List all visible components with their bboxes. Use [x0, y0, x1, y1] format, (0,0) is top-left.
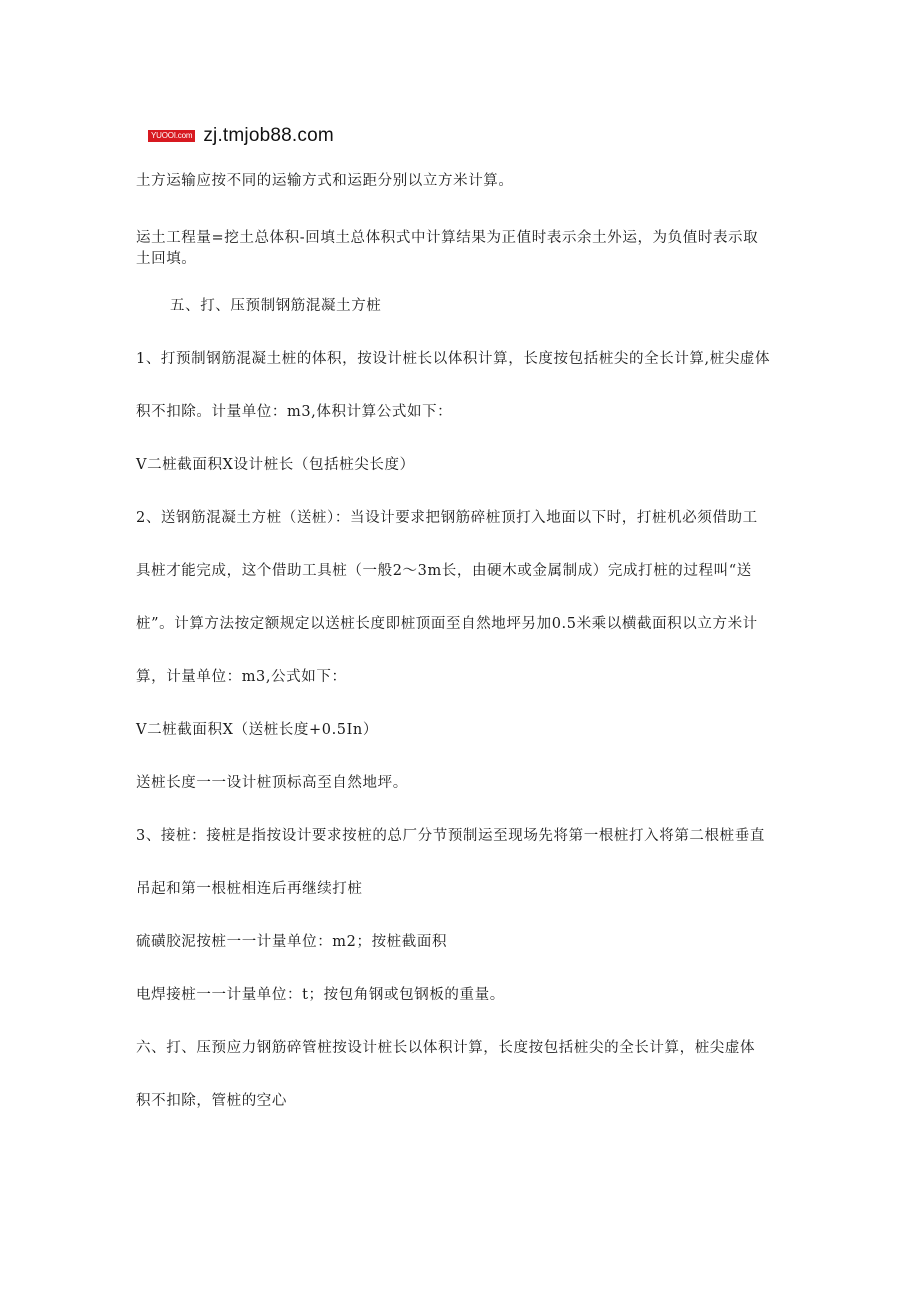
- formula-line: V二桩截面积X（送桩长度+0.5In）: [136, 722, 378, 738]
- paragraph-line: 硫磺胶泥按桩一一计量单位：m2；按桩截面积: [136, 934, 448, 950]
- paragraph-line: 积不扣除，管桩的空心: [136, 1093, 287, 1109]
- paragraph-line: 算，计量单位：m3,公式如下：: [136, 669, 347, 685]
- section-heading: 五、打、压预制钢筋混凝土方桩: [170, 298, 382, 314]
- paragraph-line: 3、接桩：接桩是指按设计要求按桩的总厂分节预制运至现场先将第一根桩打入将第二根桩垂直: [136, 828, 765, 844]
- page-header: [148, 124, 334, 148]
- paragraph-line: 积不扣除。计量单位：m3,体积计算公式如下：: [136, 404, 453, 420]
- paragraph-line: 2、送钢筋混凝土方桩（送桩）：当设计要求把钢筋碎桩顶打入地面以下时，打桩机必须借助工: [136, 510, 758, 526]
- site-logo: YUOOI.com: [148, 130, 195, 142]
- formula-line: V二桩截面积X设计桩长（包括桩尖长度）: [136, 457, 415, 473]
- site-url: zj.tmjob88.com: [203, 125, 334, 146]
- paragraph-line: 运土工程量=挖土总体积-回填土总体积式中计算结果为正值时表示余土外运，为负值时表示取: [136, 230, 759, 246]
- paragraph-line: 吊起和第一根桩相连后再继续打桩: [136, 881, 363, 897]
- paragraph-line: 具桩才能完成，这个借助工具桩（一般2～3m长，由硬木或金属制成）完成打桩的过程叫“送: [136, 563, 752, 579]
- paragraph-line: 1、打预制钢筋混凝土桩的体积，按设计桩长以体积计算，长度按包括桩尖的全长计算,桩尖虚体: [136, 351, 771, 367]
- paragraph-line: 土回填。: [136, 251, 197, 267]
- paragraph-line: 六、打、压预应力钢筋碎管桩按设计桩长以体积计算，长度按包括桩尖的全长计算，桩尖虚体: [136, 1040, 756, 1056]
- paragraph-line: 桩”。计算方法按定额规定以送桩长度即桩顶面至自然地坪另加0.5米乘以横截面积以立方米计: [136, 616, 758, 632]
- paragraph-line: 电焊接桩一一计量单位：t；按包角钢或包钢板的重量。: [136, 987, 505, 1003]
- paragraph-line: 送桩长度一一设计桩顶标高至自然地坪。: [136, 775, 408, 791]
- paragraph-line: 土方运输应按不同的运输方式和运距分别以立方米计算。: [136, 173, 514, 189]
